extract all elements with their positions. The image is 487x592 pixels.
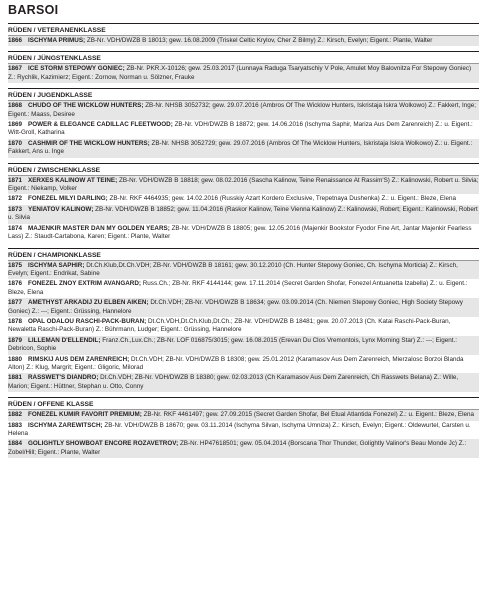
dog-name: YENIATOV KALINOW; — [28, 205, 94, 213]
entry-number: 1871 — [8, 176, 23, 184]
class-section — [8, 163, 479, 243]
dog-name: ISCHYMA PRIMUS; — [28, 37, 86, 44]
entry-number: 1870 — [8, 139, 23, 147]
entry-number: 1867 — [8, 65, 23, 73]
entry-details: Dt.Ch.VDH; ZB-Nr. VDH/DWZB B 18308; gew. 25.01.2012 (Karamasov Aus Dem Zarenreich, Mierzalosc Borzoi Blanda Alton) Z.: Klug, Margrit; Eigent.: Gligoric, Milorad — [8, 355, 464, 371]
catalog-entry — [8, 373, 479, 392]
entry-details: ZB-Nr. VDH/DWZB B 18818; gew. 08.02.2016 (Sascha Kalinow, Teine Renaissance At Rassim'S) Z.: Kalinowski, Robert u. Silvia; Eigent.: Niekamp, Volker — [8, 176, 479, 193]
entry-number: 1882 — [8, 411, 23, 419]
dog-name: ISCHYMA ZAREWITSCH; — [28, 421, 103, 429]
dog-name: CHUDO OF THE WICKLOW HUNTERS; — [28, 102, 144, 110]
class-section — [8, 51, 479, 83]
entry-details: ZB-Nr. NHSB 3052732; gew. 29.07.2016 (Ambros Of The Wicklow Hunters, Iskristaja Iskra Wolkowo) Z.: Fakkert, Inge; Eigent.: Maass, Desiree — [8, 102, 477, 118]
entry-number: 1866 — [8, 37, 23, 44]
entry-number: 1875 — [8, 261, 23, 269]
catalog-entry — [8, 194, 479, 204]
dog-name: MAJENKIR MASTER DAN MY GOLDEN YEARS; — [28, 224, 170, 232]
catalog-entry — [8, 439, 479, 458]
catalog-entry — [8, 298, 479, 317]
class-heading: RÜDEN / JUGENDKLASSE — [8, 88, 479, 101]
entry-details: ZB-Nr. VDH/DWZB B 18670; gew. 03.11.2014 (Ischyma Silvan, Ischyma Umniza) Z.: Kirsch, Evelyn; Eigent.: Oldewurtel, Carsten u. Helena — [8, 421, 471, 437]
catalog-entry — [8, 261, 479, 280]
catalog-entry — [8, 176, 479, 195]
entry-details: ZB-Nr. RKF 4461497; gew. 27.09.2015 (Secret Garden Shofar, Bel Etual Atlantida Fonezel) Z.: u. Eigent.: Bleze, Elena — [143, 411, 474, 419]
dog-name: FONEZEL ZNOY EXTRIM AVANGARD; — [28, 280, 141, 288]
class-section — [8, 88, 479, 157]
catalog-entry — [8, 120, 479, 139]
entry-details: ZB-Nr. NHSB 3052729; gew. 29.07.2016 (Ambros Of The Wicklow Hunters, Iskristaja Iskra Wolkowo) Z.: u. Eigent.: Fakkert, Ans u. Inge — [8, 139, 473, 156]
dog-name: RIMSKIJ AUS DEM ZARENREICH; — [28, 355, 130, 363]
entry-details: ZB-Nr. VDH/DWZB B 18872; gew. 14.06.2016 (Ischyma Saphir, Mariza Aus Dem Zarenreich) Z.: u. Eigent.: Witt-Groll, Katharina — [8, 121, 473, 137]
dog-name: ISCHYMA SAPHIR; — [28, 261, 85, 269]
dog-name: CASHMIR OF THE WICKLOW HUNTERS; — [28, 139, 150, 147]
entry-details: ZB-Nr. HP47618501; gew. 05.04.2014 (Borscana Thor Thunder, Golightly Valinor's Beau Monde Jc) Z.: Zobel/Hill; Eigent.: Plante, Walter — [8, 440, 467, 456]
entry-number: 1868 — [8, 102, 23, 110]
class-section — [8, 23, 479, 46]
entry-details: ZB-Nr. PKR.X-10126; gew. 25.03.2017 (Lunnaya Raduga Tsaryatschiy V Pole, Amulet Moy Balovnitza For Stepowy Goniec) Z.: Rychlik, Kazimierz; Eigent.: Zornow, Norman u. Sölzner, Frauke — [8, 65, 472, 81]
entry-number: 1878 — [8, 317, 23, 325]
catalog-entry — [8, 224, 479, 243]
entry-number: 1876 — [8, 280, 23, 288]
entry-details: Franz.Ch.,Lux.Ch.; ZB-Nr. LOF 016875/3015; gew. 16.08.2015 (Erevan Du Clos Vremontois, Lynx Morning Star) Z.: ---; Eigent.: Debricon, Sophie — [8, 336, 458, 353]
dog-name: RASSWET'S DIANDRO; — [28, 374, 99, 382]
dog-name: XERXES KALINOW AT TEINE; — [28, 176, 118, 184]
class-heading: RÜDEN / ZWISCHENKLASSE — [8, 163, 479, 176]
entry-number: 1880 — [8, 355, 23, 363]
entry-number: 1877 — [8, 299, 23, 307]
entry-number: 1874 — [8, 224, 23, 232]
dog-name: ICE STORM STEPOWY GONIEC; — [28, 65, 125, 73]
entry-number: 1873 — [8, 205, 23, 213]
entry-details: Dt.Ch.VDH,Dt.Ch.Klub,Dt.Ch.; ZB-Nr. VDH/DWZB B 18481; gew. 20.07.2013 (Ch. Katai Raschi-Pack-Buran, Newaletta Raschi-Pack-Buran) Z.: Bührmann, Ludger; Eigent.: Grüssing, Hannelore — [8, 317, 451, 334]
catalog-entry — [8, 410, 479, 420]
entry-details: ZB-Nr. RKF 4464935; gew. 14.02.2016 (Russkiy Azart Kordero Exclusive, Trepetnaya Dushenka) Z.: u. Eigent.: Bleze, Elena — [109, 195, 457, 203]
catalog-entry — [8, 101, 479, 120]
dog-name: OPAL ODALOU RASCHI-PACK-BURAN; — [28, 317, 147, 325]
entry-details: Dt.Ch.VDH; ZB-Nr. VDH/DWZB B 18380; gew. 02.03.2013 (Ch Karamasov Aus Dem Zarenreich, Ch Rasswets Belana) Z.: Wille, Marion; Eigent.: Hüttner, Stephan u. Otto, Conny — [8, 374, 459, 390]
entry-number: 1872 — [8, 195, 23, 203]
dog-name: FONEZEL KUMIR FAVORIT PREMIUM; — [28, 411, 142, 419]
entry-number: 1884 — [8, 440, 23, 448]
entry-details: ZB-Nr. VDH/DWZB B 18013; gew. 16.08.2009 (Triskel Celtic Krylov, Cher Z Bilmy) Z.: Kirsch, Evelyn; Eigent.: Plante, Walter — [86, 37, 433, 44]
entry-details: Russ.Ch.; ZB-Nr. RKF 4144144; gew. 17.11.2014 (Secret Garden Shofar, Fonezel Antuanetta Izabella) Z.: u. Eigent.: Bleze, Elena — [8, 280, 468, 296]
entry-number: 1869 — [8, 121, 23, 129]
class-section — [8, 248, 479, 393]
class-section — [8, 397, 479, 458]
class-heading: RÜDEN / CHAMPIONKLASSE — [8, 248, 479, 261]
dog-name: GOLIGHTLY SHOWBOAT ENCORE ROZAVETROV; — [28, 440, 179, 448]
entry-details: ZB-Nr. VDH/DWZB B 18805; gew. 12.05.2016 (Majenkir Bookstor Fyodor Fine Art, Jantar Majenkir Fearless Lass) Z.: Staudt-Cartabona, Karen; Eigent.: Plante, Walter — [8, 224, 472, 241]
class-heading: RÜDEN / OFFENE KLASSE — [8, 397, 479, 410]
dog-name: AMETHYST ARKADIJ ZU ELBEN AIKEN; — [28, 299, 149, 307]
catalog-entry — [8, 139, 479, 158]
class-heading: RÜDEN / VETERANENKLASSE — [8, 23, 479, 36]
catalog-entry — [8, 317, 479, 336]
dog-name: POWER & ELEGANCE CADILLAC FLEETWOOD; — [28, 121, 173, 129]
entry-number: 1883 — [8, 421, 23, 429]
catalog-entry — [8, 355, 479, 374]
breed-title: BARSOI — [8, 3, 59, 17]
catalog-entry — [8, 279, 479, 298]
catalog-entry — [8, 64, 479, 83]
catalog-entry — [8, 205, 479, 224]
dog-name: LILLEMAN D'ELLENDIL; — [28, 336, 101, 344]
catalog-entry — [8, 421, 479, 440]
class-sections — [8, 23, 479, 458]
catalog-entry — [8, 336, 479, 355]
entry-number: 1879 — [8, 336, 23, 344]
entry-details: ZB-Nr. VDH/DWZB B 18852; gew. 11.04.2016 (Raskor Kalinow, Teine Vienna Kalinow) Z.: Kalinowski, Robert; Eigent.: Kalinowski, Robert u. Silvia — [8, 205, 478, 222]
entry-details: Dt.Ch.Klub,Dt.Ch.VDH; ZB-Nr. VDH/DWZB B 18161; gew. 30.12.2010 (Ch. Hunter Stepowy Goniec, Ch. Ischyma Morticia) Z.: Kirsch, Evelyn; Eigent.: Endrikat, Sabine — [8, 261, 458, 277]
dog-name: FONEZEL MILYI DARLING; — [28, 195, 108, 203]
entry-number: 1881 — [8, 374, 23, 382]
entry-details: Dt.Ch.VDH; ZB-Nr. VDH/DWZB B 18634; gew. 03.09.2014 (Ch. Niemen Stepowy Goniec, High Society Stepowy Goniec) Z.: ---; Eigent.: Grüssing, Hannelore — [8, 299, 463, 315]
class-heading: RÜDEN / JÜNGSTENKLASSE — [8, 51, 479, 64]
catalog-entry — [8, 36, 479, 46]
